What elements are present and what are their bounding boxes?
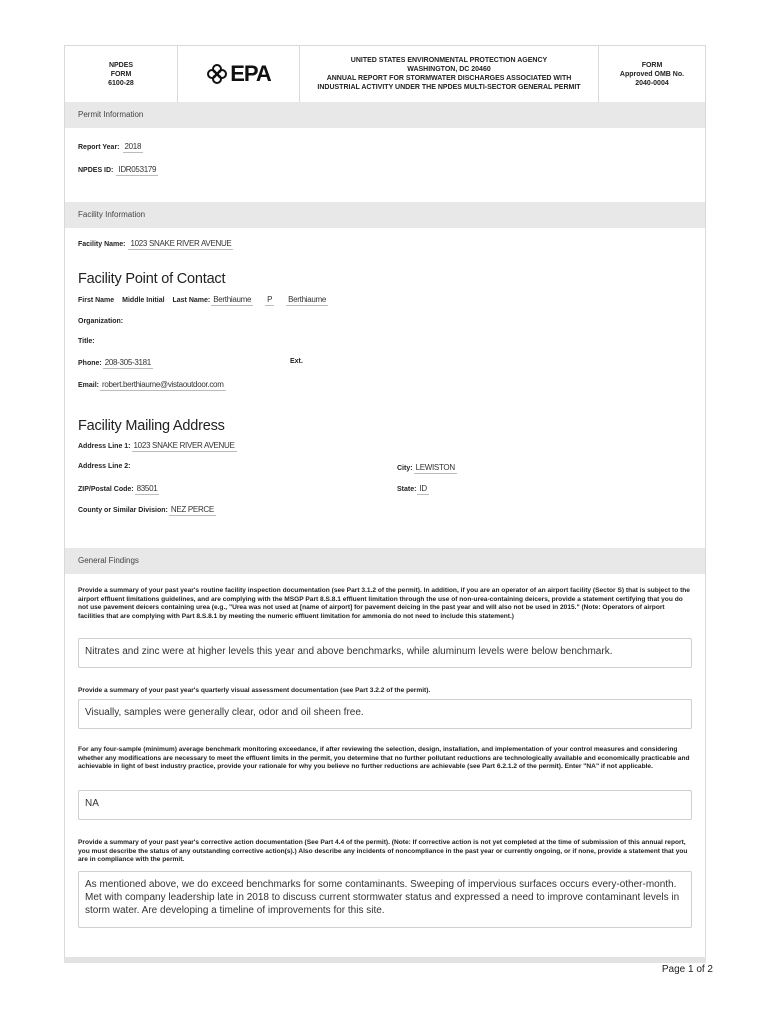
- city-row: City: LEWISTON: [397, 463, 455, 472]
- epa-logo-text: EPA: [230, 61, 271, 86]
- omb-approval: FORM Approved OMB No. 2040-0004: [619, 61, 685, 87]
- county-value: NEZ PERCE: [170, 505, 214, 514]
- findings-section-header: General Findings: [65, 548, 705, 574]
- email-row: Email: robert.berthiaume@vistaoutdoor.com: [78, 380, 224, 389]
- visual-assessment-answer-field[interactable]: Visually, samples were generally clear, odor and oil sheen free.: [78, 699, 692, 729]
- address1-row: Address Line 1: 1023 SNAKE RIVER AVENUE: [78, 441, 235, 450]
- first-name-value: Berthiaume: [213, 295, 252, 304]
- contact-title-row: Title:: [78, 338, 95, 345]
- report-year-row: Report Year: 2018: [78, 142, 142, 151]
- agency-title: UNITED STATES ENVIRONMENTAL PROTECTION AGENCY WASHINGTON, DC 20460 ANNUAL REPORT FOR STORMWATER DISCHARGES ASSOCIATED WITH INDUSTRIAL ACTIVITY UNDER THE NPDES MULTI-SECTOR GENERAL PERMIT: [300, 46, 599, 102]
- epa-flower-icon: [206, 64, 228, 84]
- last-name-value: Berthiaume: [288, 295, 327, 304]
- city-value: LEWISTON: [415, 463, 455, 472]
- npdes-id-value: IDR053179: [118, 165, 157, 174]
- form-page: [64, 45, 706, 963]
- zip-value: 83501: [136, 484, 158, 493]
- county-row: County or Similar Division: NEZ PERCE: [78, 505, 214, 514]
- corrective-action-answer-field[interactable]: As mentioned above, we do exceed benchmarks for some contaminants. Sweeping of impervious surfaces occurs every-other-month. Met with company leadership late in 2018 to discuss current stormwater status and expressed a need to improve contaminant levels in storm water. Are developing a timeline of improvements for this site.: [78, 871, 692, 928]
- phone-value: 208-305-3181: [104, 358, 151, 367]
- phone-row: Phone: 208-305-3181: [78, 358, 151, 367]
- report-year-value: 2018: [124, 142, 142, 151]
- state-row: State: ID: [397, 484, 427, 493]
- facility-name-row: Facility Name: 1023 SNAKE RIVER AVENUE: [78, 239, 232, 248]
- page-number: Page 1 of 2: [661, 964, 713, 975]
- facility-section-header: Facility Information: [65, 202, 705, 228]
- epa-logo: [178, 46, 300, 102]
- form-header: [65, 46, 705, 103]
- permit-section-header: Permit Information: [65, 102, 705, 128]
- organization-row: Organization:: [78, 318, 124, 325]
- contact-heading: Facility Point of Contact: [78, 271, 226, 287]
- inspection-question: Provide a summary of your past year's routine facility inspection documentation (see Part 3.1.2 of the permit). In addition, if you are an operator of an airport facility (Sector S) that is subject to the airport effluent limitations guidelines, and are complying with the MSGP Part 8.S.8.1 effluent limitation through the use of non-urea-containing deicers, provide a statement certifying that you do not use pavement deicers containing urea (e.g., "Urea was not used at [name of airport] for pavement deicing in the past year and will also not be used in 2015." (Note: Operators of airport facilities that are complying with Part 8.S.8.1 by meeting the numeric effluent limitation for ammonia do not need to include this statement.): [78, 587, 690, 620]
- middle-initial-value: P: [267, 295, 273, 304]
- zip-row: ZIP/Postal Code: 83501: [78, 484, 158, 493]
- npdes-form-id: NPDES FORM 6100-28: [65, 46, 178, 102]
- npdes-id-row: NPDES ID: IDR053179: [78, 165, 157, 174]
- visual-assessment-question: Provide a summary of your past year's quarterly visual assessment documentation (see Part 3.2.2 of the permit).: [78, 687, 431, 694]
- address1-value: 1023 SNAKE RIVER AVENUE: [133, 441, 235, 450]
- page-bottom-bar: [64, 957, 706, 963]
- facility-name-value: 1023 SNAKE RIVER AVENUE: [130, 239, 232, 248]
- benchmark-exceedance-answer-field[interactable]: NA: [78, 790, 692, 820]
- contact-name-row: First Name Middle Initial Last Name: Berthiaume P Berthiaume: [78, 295, 327, 304]
- email-value: robert.berthiaume@vistaoutdoor.com: [102, 380, 224, 389]
- corrective-action-question: Provide a summary of your past year's corrective action documentation (See Part 4.4 of the permit). (Note: If corrective action is not yet completed at the time of submission of this annual report, you must describe the status of any outstanding corrective action(s).) Also describe any incidents of noncompliance in the past year or currently ongoing, or if none, provide a statement that you are in compliance with the permit.: [78, 839, 688, 864]
- benchmark-exceedance-question: For any four-sample (minimum) average benchmark monitoring exceedance, if after reviewing the selection, design, installation, and implementation of your control measures and considering whether any modifications are necessary to meet the effluent limits in the permit, you determine that no further pollutant reductions are technologically available and economically practicable and achievable in light of best industry practice, provide your rationale for why you believe no further reductions are achievable (see Part 6.2.1.2 of the permit). Enter "NA" if not applicable.: [78, 746, 690, 771]
- state-value: ID: [419, 484, 427, 493]
- ext-row: Ext.: [290, 358, 303, 365]
- mailing-heading: Facility Mailing Address: [78, 418, 225, 434]
- address2-row: Address Line 2:: [78, 463, 131, 470]
- inspection-answer-field[interactable]: Nitrates and zinc were at higher levels this year and above benchmarks, while aluminum levels were below benchmark.: [78, 638, 692, 668]
